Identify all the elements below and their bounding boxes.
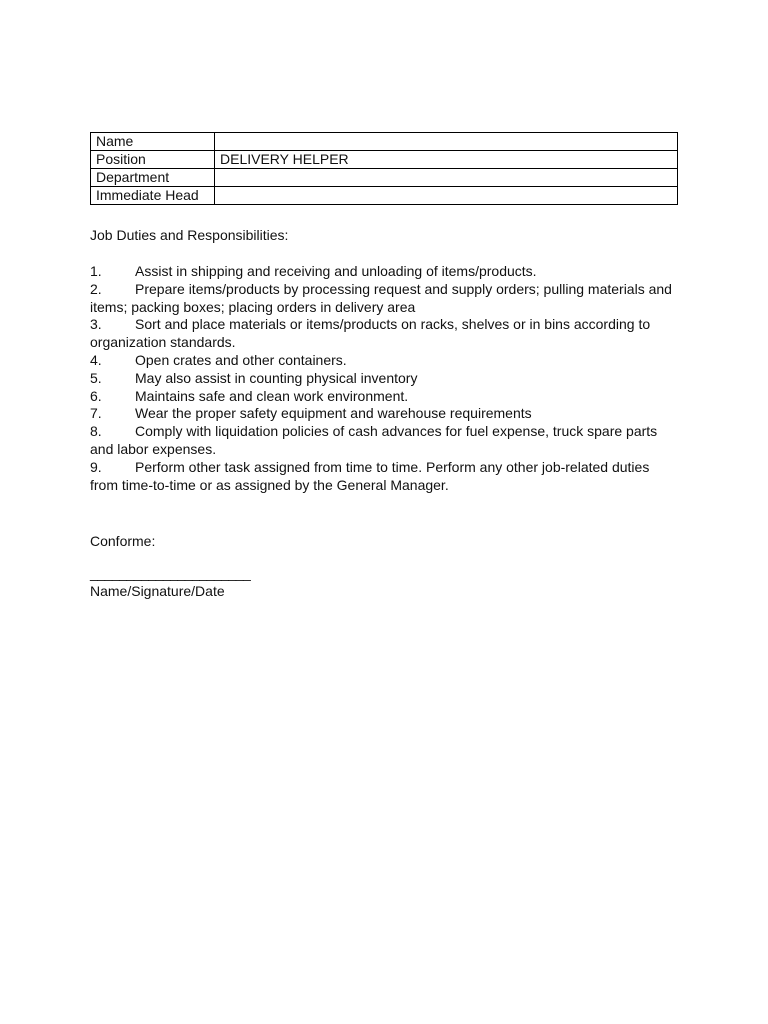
item-text: Open crates and other containers. [135,351,347,368]
item-number: 5. [90,369,102,386]
position-value: DELIVERY HELPER [215,151,678,169]
name-label: Name [91,133,215,151]
table-row-position [91,151,678,169]
list-item [90,423,678,459]
table-row-department [91,169,678,187]
list-item [90,405,678,423]
duties-list [90,263,678,494]
item-text: Prepare items/products by processing request and supply orders; pulling materials and items; packing boxes; placing orders in delivery area [90,280,672,315]
department-label: Department [91,169,215,187]
list-item [90,370,678,388]
table-row-name [91,133,678,151]
conforme-label: Conforme: [90,533,156,550]
position-label: Position [91,151,215,169]
list-item [90,352,678,370]
item-number: 4. [90,351,102,368]
department-value [215,169,678,187]
immediate-head-label: Immediate Head [91,187,215,205]
list-item [90,316,678,352]
employee-info-table [90,132,678,205]
document-page [90,132,678,600]
item-text: Perform other task assigned from time to time. Perform any other job-related duties from time-to-time or as assigned by the General Manager. [90,458,650,493]
signature-line: ______________________ [90,565,251,582]
table-row-immediate-head [91,187,678,205]
immediate-head-value [215,187,678,205]
list-item [90,459,678,495]
item-number: 1. [90,263,102,279]
item-text: May also assist in counting physical inventory [135,369,418,386]
list-item [90,388,678,406]
item-text: Maintains safe and clean work environment. [135,387,409,404]
item-number: 6. [90,387,102,404]
item-number: 3. [90,316,102,333]
item-text: Comply with liquidation policies of cash advances for fuel expense, truck spare parts and labor expenses. [90,423,658,457]
signature-caption: Name/Signature/Date [90,583,225,600]
item-number: 2. [90,280,102,297]
item-number: 9. [90,458,102,475]
item-number: 7. [90,405,102,422]
item-text: Wear the proper safety equipment and warehouse requirements [135,405,532,422]
name-value [215,133,678,151]
duties-heading: Job Duties and Responsibilities: [90,227,289,243]
item-number: 8. [90,423,102,440]
item-text: Sort and place materials or items/products on racks, shelves or in bins according to organization standards. [90,316,651,351]
list-item [90,263,678,281]
item-text: Assist in shipping and receiving and unloading of items/products. [135,263,537,279]
list-item [90,281,678,317]
